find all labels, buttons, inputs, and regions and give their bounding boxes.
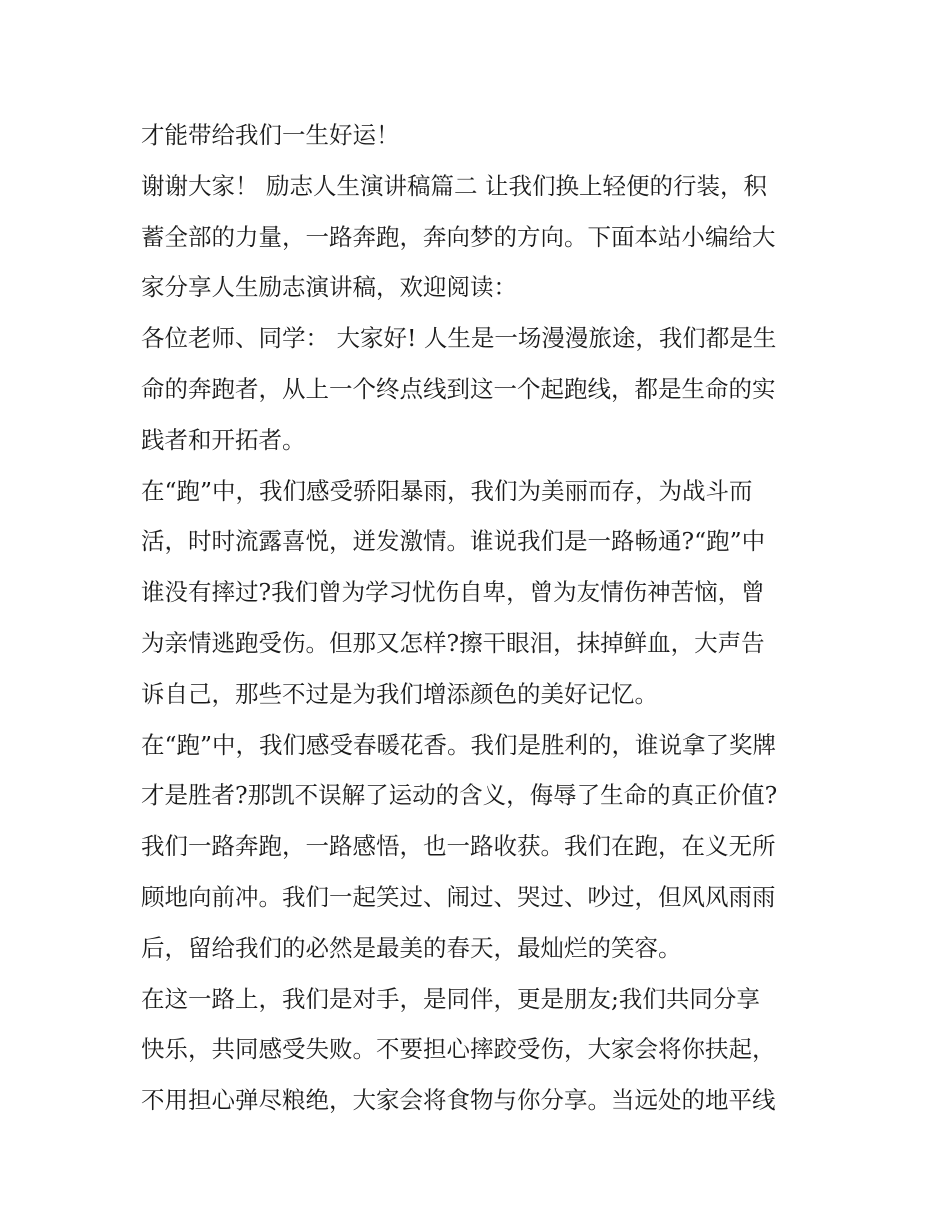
text-line: 顾地向前冲。我们一起笑过、闹过、哭过、吵过，但风风雨雨: [141, 882, 776, 911]
speech-text-body: [141, 110, 831, 1126]
text-line: 不用担心弹尽粮绝，大家会将食物与你分享。当远处的地平线: [141, 1086, 776, 1115]
text-line: 活，时时流露喜悦，迸发激情。谁说我们是一路畅通?“跑”中: [141, 527, 766, 556]
text-line: 为亲情逃跑受伤。但那又怎样?擦干眼泪，抹掉鲜血，大声告: [141, 628, 765, 657]
text-line: 才能带给我们一生好运！: [141, 121, 400, 149]
text-line: 蓄全部的力量，一路奔跑，奔向梦的方向。下面本站小编给大: [141, 222, 776, 251]
text-line: 才是胜者?那凯不误解了运动的含义，侮辱了生命的真正价值?: [141, 781, 778, 810]
text-line: 各位老师、同学： 大家好! 人生是一场漫漫旅途，我们都是生: [141, 324, 777, 353]
text-line: 快乐，共同感受失败。不要担心摔跤受伤，大家会将你扶起，: [141, 1035, 776, 1064]
text-line: 在“跑”中，我们感受骄阳暴雨，我们为美丽而存，为战斗而: [141, 476, 753, 505]
text-line: 践者和开拓者。: [141, 425, 306, 454]
text-line: 在这一路上，我们是对手，是同伴，更是朋友;我们共同分享: [141, 984, 760, 1013]
text-line: 我们一路奔跑，一路感悟，也一路收获。我们在跑，在义无所: [141, 832, 776, 861]
text-line: 家分享人生励志演讲稿，欢迎阅读：: [141, 273, 517, 302]
text-line: 谢谢大家！ 励志人生演讲稿篇二 让我们换上轻便的行装，积: [141, 171, 767, 200]
text-line: 后，留给我们的必然是最美的春天，最灿烂的笑容。: [141, 933, 682, 962]
text-line: 诉自己，那些不过是为我们增添颜色的美好记忆。: [141, 679, 658, 708]
text-line: 在“跑”中，我们感受春暖花香。我们是胜利的，谁说拿了奖牌: [141, 730, 777, 759]
text-line: 谁没有摔过?我们曾为学习忧伤自卑，曾为友情伤神苦恼，曾: [141, 578, 765, 607]
text-line: 命的奔跑者，从上一个终点线到这一个起跑线，都是生命的实: [141, 374, 776, 403]
